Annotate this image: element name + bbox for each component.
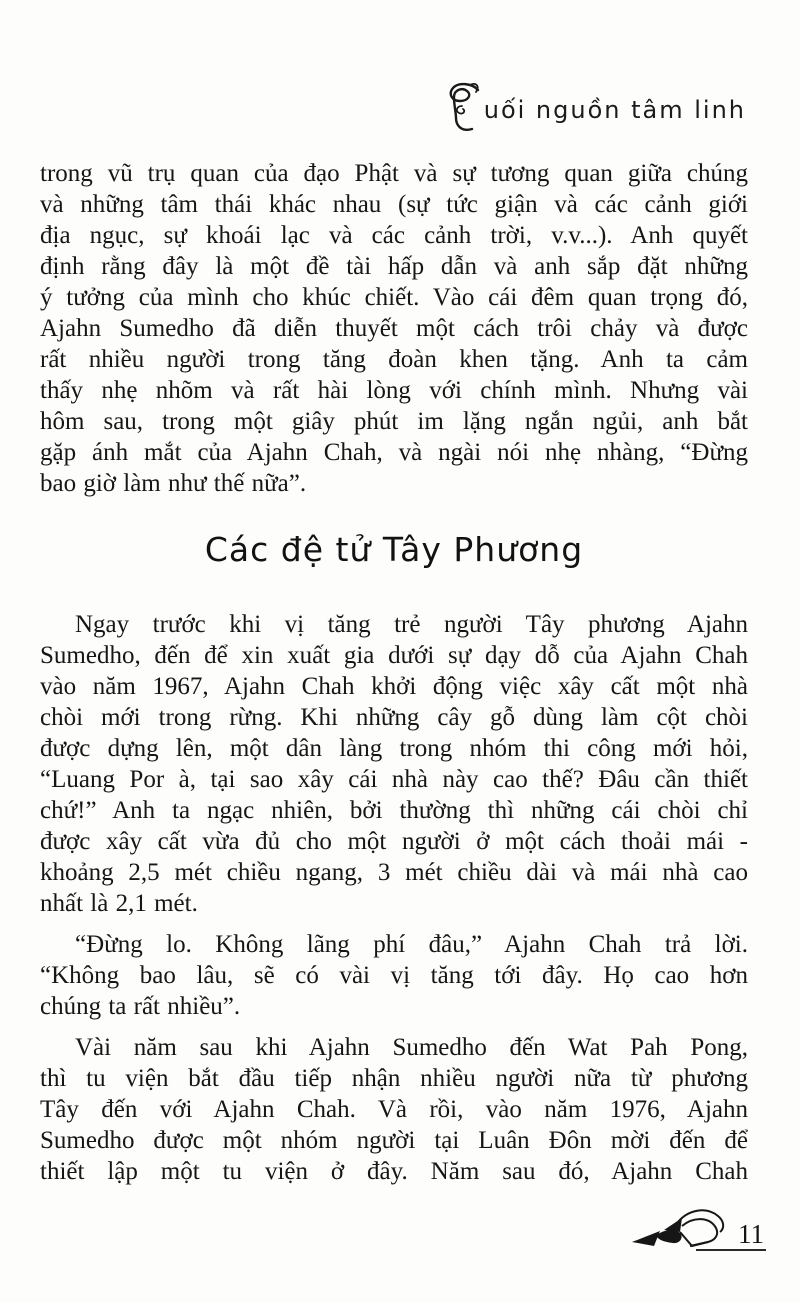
- text-line: khoảng 2,5 mét chiều ngang, 3 mét chiều dài và mái nhà cao: [40, 859, 748, 886]
- text-line: địa ngục, sự khoái lạc và các cảnh trời, v.v...). Anh quyết: [40, 222, 748, 249]
- text-line: được xây cất vừa đủ cho một người ở một cách thoải mái -: [40, 828, 748, 855]
- text-line: chòi mới trong rừng. Khi những cây gỗ dùng làm cột chòi: [40, 704, 748, 731]
- text-line: Tây đến với Ajahn Chah. Và rồi, vào năm 1976, Ajahn: [40, 1096, 748, 1123]
- text-line: và những tâm thái khác nhau (sự tức giận và các cảnh giới: [40, 191, 748, 218]
- running-header-title: uối nguồn tâm linh: [483, 96, 746, 124]
- text-line: gặp ánh mắt của Ajahn Chah, và ngài nói nhẹ nhàng, “Đừng: [40, 439, 748, 466]
- text-line: Sumedho, đến để xin xuất gia dưới sự dạy dỗ của Ajahn Chah: [40, 642, 748, 669]
- text-line: trong vũ trụ quan của đạo Phật và sự tương quan giữa chúng: [40, 160, 748, 187]
- text-line: Vài năm sau khi Ajahn Sumedho đến Wat Pah Pong,: [75, 1034, 748, 1061]
- text-line: chúng ta rất nhiều”.: [40, 993, 241, 1020]
- text-line: nhất là 2,1 mét.: [40, 890, 198, 917]
- paragraph: [40, 609, 748, 919]
- paragraph: [40, 929, 748, 1022]
- running-header: [442, 82, 746, 134]
- text-line: Ngay trước khi vị tăng trẻ người Tây phương Ajahn: [75, 611, 748, 638]
- text-line: được dựng lên, một dân làng trong nhóm thi công mới hỏi,: [40, 735, 748, 762]
- page-body: [40, 158, 748, 1197]
- page-footer: [630, 1202, 766, 1258]
- text-line: rất nhiều người trong tăng đoàn khen tặng. Anh ta cảm: [40, 346, 748, 373]
- section-heading: Các đệ tử Tây Phương: [204, 530, 584, 569]
- text-line: thấy nhẹ nhõm và rất hài lòng với chính mình. Nhưng vài: [40, 377, 748, 404]
- text-line: hôm sau, trong một giây phút im lặng ngắn ngủi, anh bắt: [40, 408, 748, 435]
- bird-sketch-icon: [630, 1204, 734, 1252]
- text-line: bao giờ làm như thế nữa”.: [40, 470, 307, 497]
- paragraph: [40, 1032, 748, 1187]
- text-line: “Luang Por à, tại sao xây cái nhà này cao thế? Đâu cần thiết: [40, 766, 748, 793]
- text-line: thì tu viện bắt đầu tiếp nhận nhiều người nữa từ phương: [40, 1065, 748, 1092]
- text-line: chứ!” Anh ta ngạc nhiên, bởi thường thì những cái chòi chỉ: [40, 797, 748, 824]
- text-line: thiết lập một tu viện ở đây. Năm sau đó, Ajahn Chah: [40, 1158, 748, 1185]
- text-line: Ajahn Sumedho đã diễn thuyết một cách trôi chảy và được: [40, 315, 748, 342]
- decorative-initial-s-icon: [442, 82, 486, 134]
- footer-rule: [696, 1249, 766, 1251]
- page-number: 11: [738, 1219, 764, 1249]
- paragraph: [40, 158, 748, 499]
- text-line: “Không bao lâu, sẽ có vài vị tăng tới đây. Họ cao hơn: [40, 962, 748, 989]
- text-line: “Đừng lo. Không lãng phí đâu,” Ajahn Chah trả lời.: [75, 931, 748, 958]
- text-line: ý tưởng của mình cho khúc chiết. Vào cái đêm quan trọng đó,: [40, 284, 748, 311]
- text-line: Sumedho được một nhóm người tại Luân Đôn mời đến để: [40, 1127, 748, 1154]
- text-line: định rằng đây là một đề tài hấp dẫn và anh sắp đặt những: [40, 253, 748, 280]
- text-line: vào năm 1967, Ajahn Chah khởi động việc xây cất một nhà: [40, 673, 748, 700]
